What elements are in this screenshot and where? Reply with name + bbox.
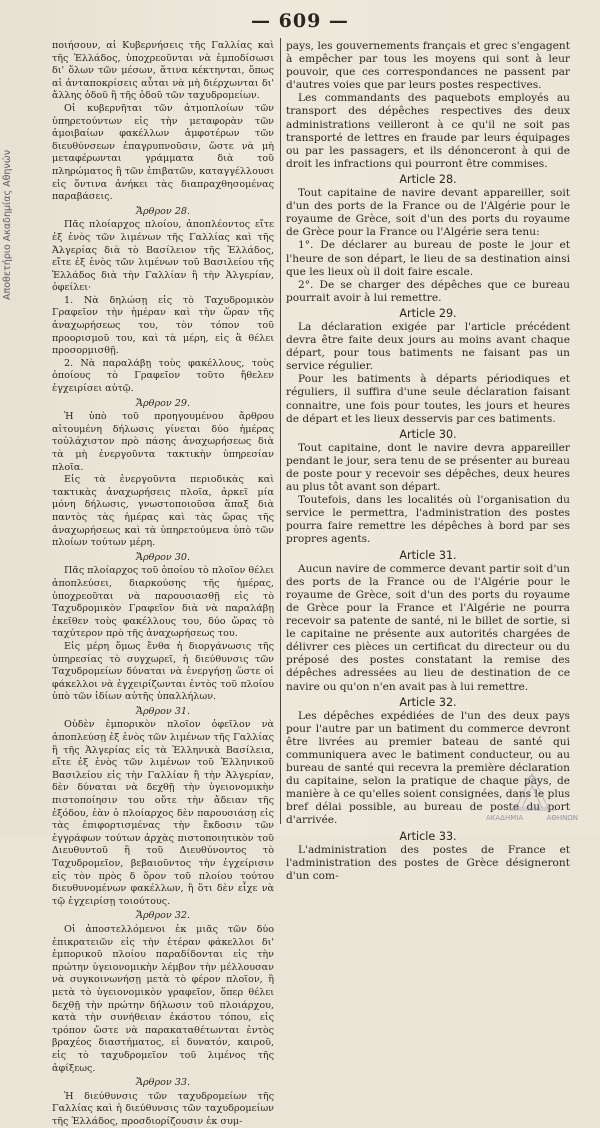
french-article-heading: Article 33.	[399, 829, 457, 843]
greek-paragraph: Πᾶς πλοίαρχος τοῦ ὁποίου τὸ πλοῖον θέλει ἀποπλεύσει, διαρκούσης τῆς ἡμέρας, ὑποχρεοῦται νὰ παρουσιασθῇ εἰς τὸ Ταχυδρομικὸν Γραφεῖον διὰ νὰ παραλάβῃ ἐκεῖθεν τοὺς φακέλλους του, δύο ὥρας τὸ ταχύτερον πρὸ τῆς ἀναχωρήσεως του.	[52, 565, 274, 640]
page-number: — 609 —	[251, 10, 349, 32]
greek-paragraph: ποιήσουν, αἱ Κυβερνήσεις τῆς Γαλλίας καὶ τῆς Ἑλλάδος, ὑποχρεοῦνται νὰ ἐμποδίσωσι δι' ὅλων τῶν μέσων, ἅτινα κέκτηνται, ὅπως αἱ ἀνταποκρίσεις αὗται νὰ μὴ διέρχωνται δι' ἄλλης ὁδοῦ ἢ τῆς ὁδοῦ τῶν ταχυδρομείων.	[52, 40, 274, 102]
french-paragraph: 2°. De se charger des dépêches que ce bureau pourrait avoir à lui remettre.	[286, 278, 570, 304]
greek-paragraph: Εἰς μέρη ὅμως ἔνθα ἡ διοργάνωσις τῆς ὑπηρεσίας τὸ συγχωρεῖ, ἡ διεύθυνσις τῶν Ταχυδρομείων δύναται νὰ ἐνεργήσῃ ὥστε οἱ φάκελλοι νὰ ἐγχειρίζωνται ἐντὸς τοῦ πλοίου ὑπὸ τῶν ἰδίων αὐτῆς ὑπαλλήλων.	[52, 640, 274, 703]
french-column	[286, 40, 570, 882]
column-divider	[280, 38, 281, 824]
french-article-heading: Article 31.	[399, 548, 457, 562]
greek-article-heading: Ἄρθρον 29.	[135, 397, 190, 409]
greek-paragraph: Ἡ ὑπὸ τοῦ προηγουμένου ἄρθρου αἰτουμένη δήλωσις γίνεται δύο ἡμέρας τοὐλάχιστον πρὸ πάσης ἀναχωρήσεως διὰ τὰ μὴ ἐνεργοῦντα τακτικὴν ὑπηρεσίαν πλοῖα.	[52, 411, 274, 473]
french-paragraph: L'administration des postes de France et l'administration des postes de Grèce désigneront d'un com-	[286, 843, 570, 882]
french-paragraph: Aucun navire de commerce devant partir soit d'un des ports de la France ou de l'Algérie pour le royaume de Grèce, soit d'un des ports du royaume de Grèce pour la France et l'Algérie ne pourra recevoir sa patente de santé, ni le billet de sortie, si le capitaine ne présente aux autorités chargées de délivrer ces pièces un certificat du directeur ou du préposé des postes constatant la remise des dépêches adressées au lieu de destination de ce navire ou qu'on n'en avait pas à lui remettre.	[286, 562, 570, 693]
greek-paragraph: Ἡ διεύθυνσις τῶν ταχυδρομείων τῆς Γαλλίας καὶ ἡ διεύθυνσις τῶν ταχυδρομείων τῆς Ἑλλάδος, προσδιορίζουσιν ἐκ συμ-	[52, 1090, 274, 1127]
greek-column	[52, 40, 274, 1127]
greek-article-heading: Ἄρθρον 32.	[135, 910, 190, 922]
greek-paragraph: Οἱ κυβερνῆται τῶν ἀτμοπλοίων τῶν ὑπηρετούντων εἰς τὴν μεταφορὰν τῶν ἀμοιβαίων φακέλλων ἀμφοτέρων τῶν διευθύνσεων ἐπαγρυπνοῦσιν, ὥστε νὰ μὴ μεταφέρωνται γράμματα διὰ τοῦ πληρώματος ἢ τῶν ἐπιβατῶν, καταγγέλλουσι εἰς ὅντινα ἀνήκει τὰς διαπραχθησομένας παραβάσεις.	[52, 102, 274, 203]
greek-article-heading: Ἄρθρον 33.	[135, 1077, 190, 1089]
french-article-heading: Article 28.	[399, 172, 457, 186]
greek-article-heading: Ἄρθρον 31.	[135, 705, 190, 717]
french-paragraph: Les dépêches expédiées de l'un des deux pays pour l'autre par un batiment du commerce devront être livrées au premier bateau de santé qui communiquera avec le batiment conducteur, ou au bureau de santé qui recevra la première déclaration du capitaine, selon la pratique de chaque pays, de manière à ce qu'elles soient consignées, dans le plus bref délai possible, au bureau de poste du port d'arrivée.	[286, 709, 570, 827]
french-article-heading: Article 29.	[399, 306, 457, 320]
greek-article-heading: Ἄρθρον 28.	[135, 205, 190, 217]
french-paragraph: 1°. De déclarer au bureau de poste le jour et l'heure de son départ, le lieu de sa destination ainsi que les lieux où il doit faire escale.	[286, 239, 570, 278]
greek-paragraph: 2. Νὰ παραλάβῃ τοὺς φακέλλους, τοὺς ὁποίους τὸ Γραφεῖον τοῦτο ἤθελεν ἐγχειρίσει αὐτῷ.	[52, 357, 274, 395]
academy-stamp-right: ΑΘΗΝΩΝ	[546, 814, 578, 822]
academy-stamp-logo	[486, 764, 578, 816]
academy-stamp-text	[486, 814, 578, 822]
french-paragraph: Les commandants des paquebots employés au transport des dépêches respectives des deux administrations veilleront à ce qu'il ne soit pas transporté de lettres en fraude par leurs équipages ou par les passagers, et ils dénonceront à qui de droit les infractions qui pourront être commises.	[286, 92, 570, 170]
french-paragraph: Tout capitaine de navire devant appareiller, soit d'un des ports de la France ou de l'Algérie pour le royaume de Grèce, soit d'un des ports du royaume de Grèce pour la France ou l'Algérie sera tenu:	[286, 187, 570, 239]
repository-stamp-vertical: Αποθετήριο Ακαδημίας Αθηνών	[2, 149, 13, 300]
french-article-heading: Article 32.	[399, 695, 457, 709]
french-paragraph: Pour les batiments à départs périodiques et réguliers, il suffira d'une seule déclaration faisant connaitre, une fois pour toutes, les jours et heures de départ et les lieux desservis par ces batiments.	[286, 373, 570, 425]
greek-paragraph: Οἱ ἀποστελλόμενοι ἐκ μιᾶς τῶν δύο ἐπικρατειῶν εἰς τὴν ἑτέραν φάκελλοι δι' ἐμπορικοῦ πλοίου παραδίδονται εἰς τὴν πρώτην ὑγειονομικὴν λέμβον τὴν μέλλουσαν νὰ συγκοινωνήσῃ μετὰ τὸ φέρον πλοῖον, ἢ μετὰ τὸ ὑγειονομικὸν γραφεῖον, ὅπερ θέλει δεχθῇ τὴν πρώτην δήλωσιν τοῦ πλοιάρχου, κατὰ τὴν συνήθειαν ἑκάστου τόπου, εἰς τρόπον ὥστε νὰ παρακαταθέτωνται ἐντὸς βραχέος διαστήματος, εἰ δυνατόν, καιροῦ, εἰς τὸ ταχυδρομεῖον τοῦ λιμένος τῆς ἀφίξεως.	[52, 923, 274, 1074]
greek-paragraph: Εἰς τὰ ἐνεργοῦντα περιοδικὰς καὶ τακτικὰς ἀναχωρήσεις πλοῖα, ἀρκεῖ μία μόνη δήλωσις, γνωστοποιοῦσα ἅπαξ διὰ παντὸς τὰς ἡμέρας καὶ τὰς ὥρας τῆς ἀναχωρήσεως καὶ τὰ ὑπηρετούμενα ὑπὸ τῶν πλοίων τούτων μέρη.	[52, 474, 274, 549]
french-paragraph: Toutefois, dans les localités où l'organisation du service le permettra, l'administration des postes pourra faire remettre les dépêches à bord par ses propres agents.	[286, 494, 570, 546]
greek-article-heading: Ἄρθρον 30.	[135, 551, 190, 563]
french-paragraph: La déclaration exigée par l'article précédent devra être faite deux jours au moins avant chaque départ, pour tous batiments ne faisant pas un service régulier.	[286, 320, 570, 373]
french-paragraph: pays, les gouvernements français et grec s'engagent à empêcher par tous les moyens qui sont à leur pouvoir, que ces correspondances ne passent par d'autres voies que par leurs postes respectives.	[286, 40, 570, 92]
french-article-heading: Article 30.	[399, 427, 457, 441]
academy-stamp-left: ΑΚΑΔΗΜΙΑ	[486, 814, 524, 822]
greek-paragraph: Οὐδὲν ἐμπορικὸν πλοῖον ὀφεῖλον νὰ ἀποπλεύσῃ ἐξ ἑνὸς τῶν λιμένων τῆς Γαλλίας ἢ τῆς Ἀλγερίας εἰς τὰ Ἑλληνικὰ Βασίλεια, εἴτε ἐξ ἑνὸς τῶν λιμένων τοῦ Ἑλληνικοῦ Βασιλείου εἰς τὴν Γαλλίαν ἢ τὴν Ἀλγερίαν, δὲν δύναται νὰ δεχθῇ τὴν ὑγειονομικὴν πιστοποίησιν του οὔτε τὴν ἄδειαν τῆς ἐξόδου, ἐὰν ὁ πλοίαρχος δὲν παρουσιάσῃ εἰς τὰς ἐπιφορτισμένας τὴν ἔκδοσιν τῶν ἐγγράφων τούτων ἀρχὰς πιστοποιητικὸν τοῦ Διευθυντοῦ ἢ τοῦ Διευθύνοντος τὸ Ταχυδρομεῖον, βεβαιοῦντος τὴν ἐγχείρισιν εἰς τὸν πρὸς δ ὅρον τοῦ πλοίου τούτου διευθυνομένων φακέλλων, ἢ ὅτι δὲν εἶχε νὰ τῷ ἐγχειρίσῃ τοιούτους.	[52, 719, 274, 907]
french-paragraph: Tout capitaine, dont le navire devra appareiller pendant le jour, sera tenu de se présenter au bureau de poste pour y recevoir ses dépêches, deux heures au plus tôt avant son départ.	[286, 441, 570, 494]
greek-paragraph: 1. Νὰ δηλώσῃ εἰς τὸ Ταχυδρομικὸν Γραφεῖον τὴν ἡμέραν καὶ τὴν ὥραν τῆς ἀναχωρήσεως του, τὸν τόπον τοῦ προορισμοῦ του, καὶ τὰ μέρη, εἰς ἃ θέλει προσορμισθῇ.	[52, 294, 274, 357]
greek-paragraph: Πᾶς πλοίαρχος πλοίου, ἀποπλέοντος εἴτε ἐξ ἑνὸς τῶν λιμένων τῆς Γαλλίας καὶ τῆς Ἀλγερίας διὰ τὸ Βασίλειον τῆς Ἑλλάδος, εἴτε ἐξ ἑνὸς τῶν λιμένων τοῦ Βασιλείου τῆς Ἑλλάδος διὰ τὴν Γαλλίαν ἢ τὴν Ἀλγερίαν, ὀφείλει·	[52, 219, 274, 294]
